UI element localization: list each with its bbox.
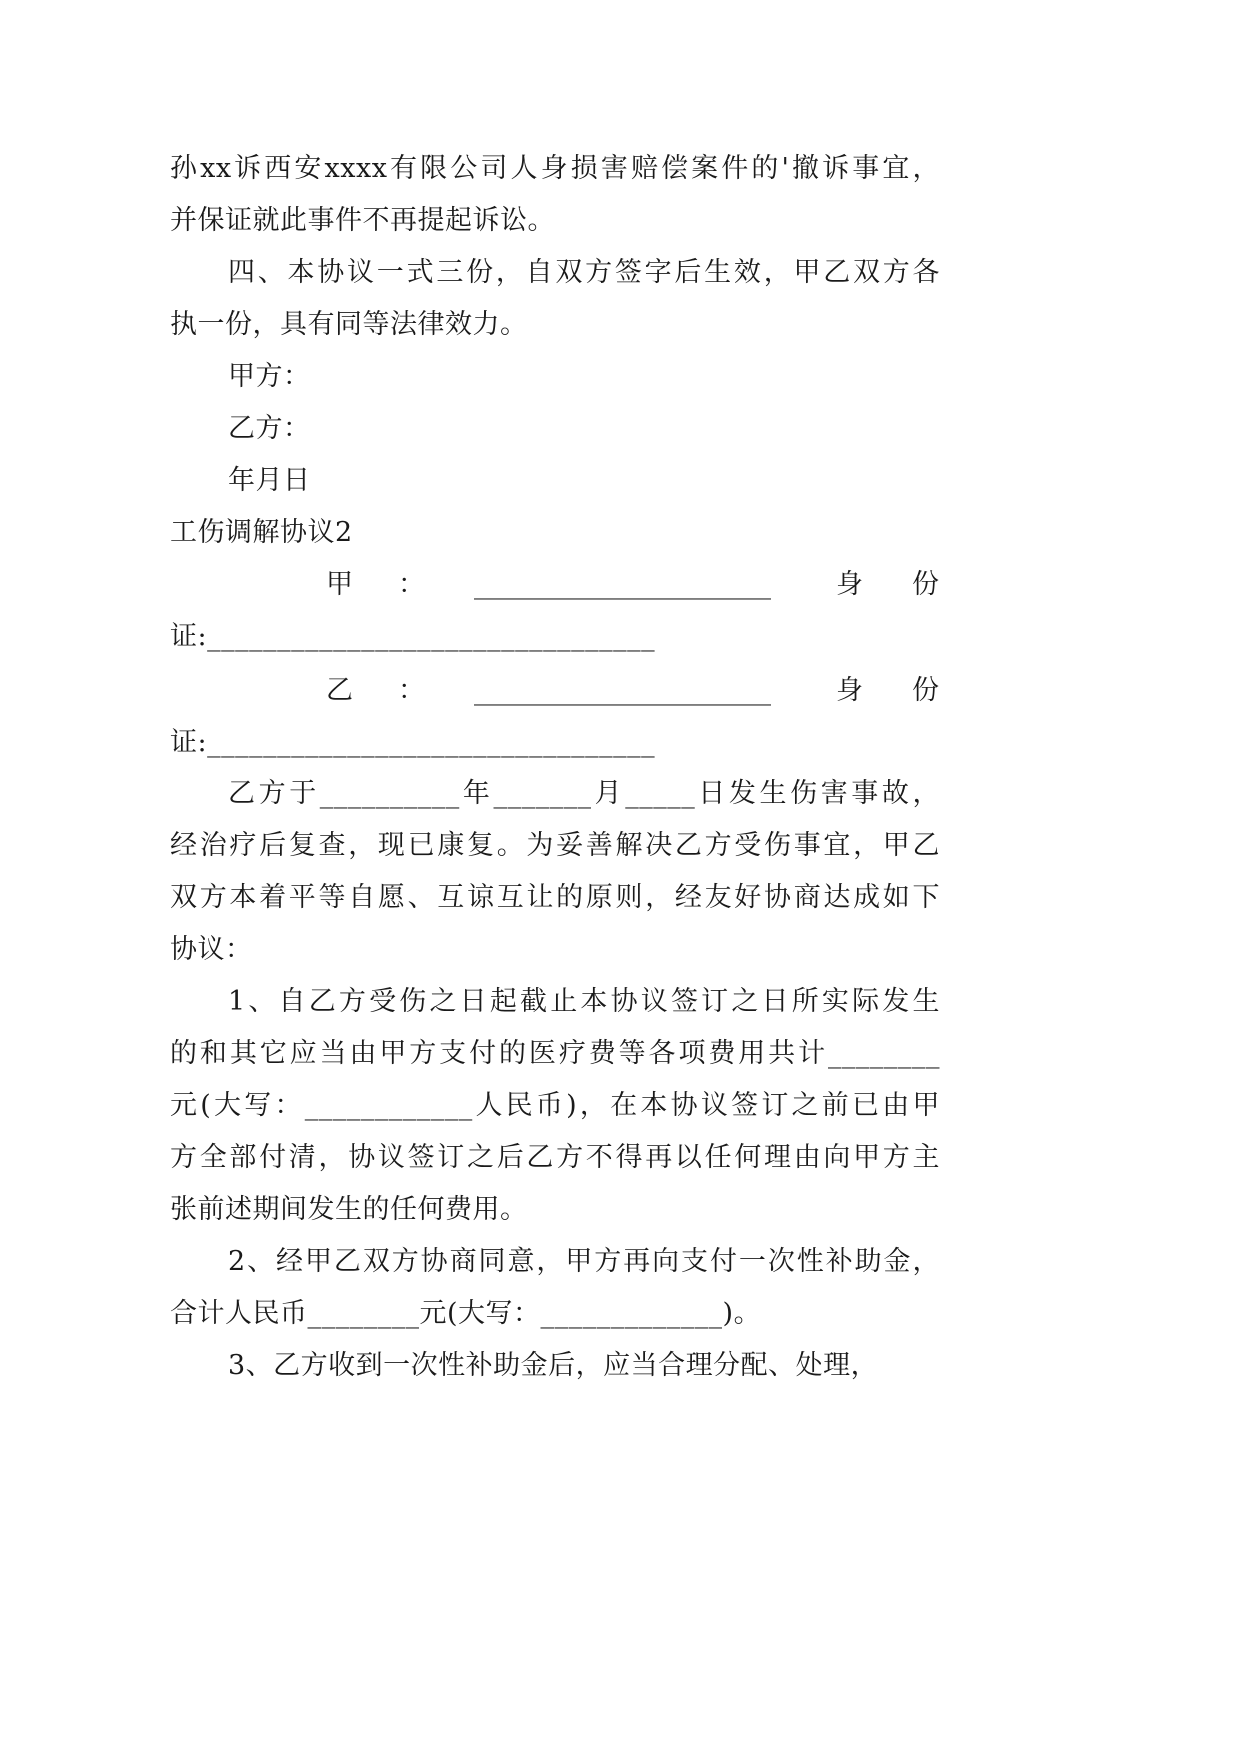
clause-2-line: 合计人民币________元(大写：_____________)。 xyxy=(170,1298,762,1329)
paragraph-line: 双方本着平等自愿、互谅互让的原则，经友好协商达成如下 xyxy=(170,882,940,913)
paragraph-line: 经治疗后复查，现已康复。为妥善解决乙方受伤事宜，甲乙 xyxy=(170,830,940,861)
paragraph-line: 乙方于__________年_______月_____日发生伤害事故， xyxy=(228,778,940,809)
party-a-id-line: 证:________________________________ xyxy=(170,621,656,652)
clause-2-line: 2、经甲乙双方协商同意，甲方再向支付一次性补助金， xyxy=(228,1246,940,1277)
clause-1-line: 的和其它应当由甲方支付的医疗费等各项费用共计________ xyxy=(170,1038,940,1069)
party-b-signature-label: 乙方： xyxy=(228,413,311,444)
clause-1-line: 张前述期间发生的任何费用。 xyxy=(170,1194,528,1225)
party-a-name-blank: ______________________ xyxy=(474,569,771,600)
party-a-label: 甲 xyxy=(326,569,353,600)
clause-1-line: 方全部付清，协议签订之后乙方不得再以任何理由向甲方主 xyxy=(170,1142,940,1173)
paragraph-line: 孙xx诉西安xxxx有限公司人身损害赔偿案件的'撤诉事宜， xyxy=(170,153,940,184)
party-a-id-label-2: 份 xyxy=(912,569,939,600)
date-label: 年月日 xyxy=(228,465,311,496)
party-b-id-line: 证:________________________________ xyxy=(170,727,656,758)
paragraph-line: 执一份，具有同等法律效力。 xyxy=(170,309,528,340)
party-a-id-label-1: 身 xyxy=(836,569,863,600)
clause-3-line: 3、乙方收到一次性补助金后，应当合理分配、处理， xyxy=(228,1350,879,1381)
party-b-id-label-1: 身 xyxy=(836,675,863,706)
party-b-name-blank: ______________________ xyxy=(474,675,771,706)
party-b-label: 乙 xyxy=(326,675,353,706)
party-b-colon: ： xyxy=(398,675,425,706)
clause-1-line: 元(大写：____________人民币)，在本协议签订之前已由甲 xyxy=(170,1090,940,1121)
party-b-id-label-2: 份 xyxy=(912,675,939,706)
party-a-colon: ： xyxy=(398,569,425,600)
paragraph-line: 协议： xyxy=(170,934,253,965)
section-title: 工伤调解协议2 xyxy=(170,517,353,548)
party-a-signature-label: 甲方： xyxy=(228,361,311,392)
paragraph-line: 四、本协议一式三份，自双方签字后生效，甲乙双方各 xyxy=(228,257,940,288)
clause-1-line: 1、自乙方受伤之日起截止本协议签订之日所实际发生 xyxy=(228,986,940,1017)
paragraph-line: 并保证就此事件不再提起诉讼。 xyxy=(170,205,555,236)
